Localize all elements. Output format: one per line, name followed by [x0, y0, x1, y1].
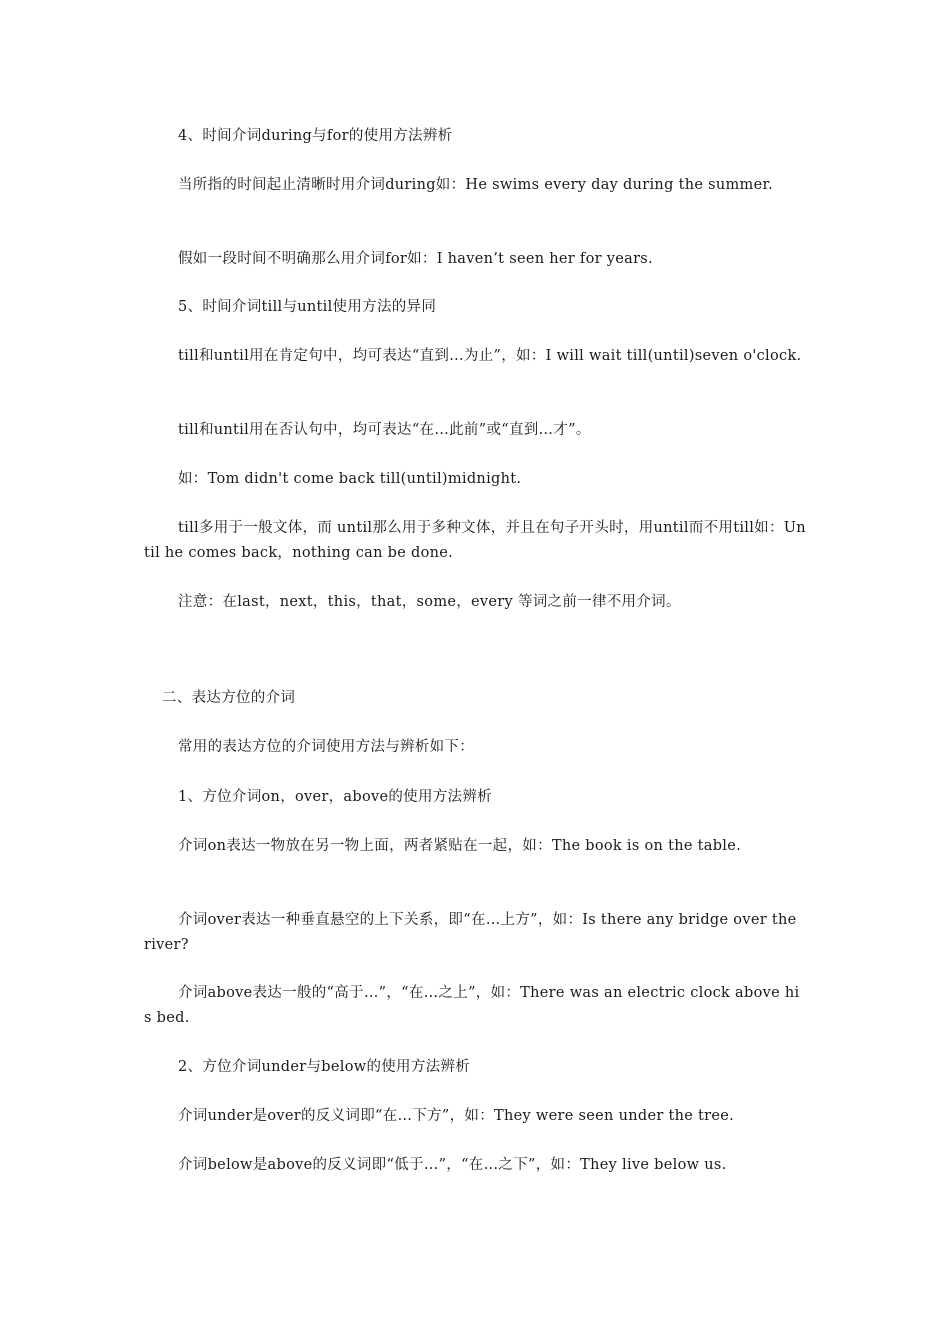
paragraph-under: 介词under是over的反义词即“在…下方”，如：They were seen under the tree. — [178, 1108, 735, 1124]
paragraph-direction-intro: 常用的表达方位的介词使用方法与辨析如下： — [178, 739, 474, 755]
subheading-under-below: 2、方位介词under与below的使用方法辨析 — [178, 1059, 471, 1075]
subheading-on-over-above: 1、方位介词on，over，above的使用方法辨析 — [178, 789, 492, 805]
paragraph-till-negative: till和until用在否认句中，均可表达“在…此前”或“直到…才”。 — [178, 422, 591, 438]
paragraph-till-example: 如：Tom didn't come back till(until)midnight. — [178, 471, 522, 487]
paragraph-note: 注意：在last，next，this，that，some，every 等词之前一律不用介词。 — [178, 594, 681, 610]
paragraph-for: 假如一段时间不明确那么用介词for如：I haven’t seen her for years. — [178, 251, 653, 267]
paragraph-till-affirmative: till和until用在肯定句中，均可表达“直到…为止”，如：I will wait till(until)seven o'clock. — [178, 348, 802, 364]
paragraph-below: 介词below是above的反义词即“低于…”，“在…之下”，如：They live below us. — [178, 1157, 727, 1173]
paragraph-during: 当所指的时间起止清晰时用介词during如：He swims every day during the summer. — [178, 177, 774, 193]
paragraph-over: 介词over表达一种垂直悬空的上下关系，即“在…上方”，如：Is there any bridge over the river? — [144, 912, 797, 953]
paragraph-above: 介词above表达一般的“高于…”，“在…之上”，如：There was an electric clock above his bed. — [144, 985, 800, 1026]
subheading-till-until: 5、时间介词till与until使用方法的异同 — [178, 299, 437, 315]
paragraph-till-style: till多用于一般文体，而 until那么用于多种文体，并且在句子开头时，用until而不用till如：Until he comes back，nothing can be done. — [144, 520, 806, 561]
paragraph-on: 介词on表达一物放在另一物上面，两者紧贴在一起，如：The book is on the table. — [178, 838, 742, 854]
subheading-during-for: 4、时间介词during与for的使用方法辨析 — [178, 128, 453, 144]
section-heading-direction: 二、表达方位的介词 — [162, 690, 296, 706]
